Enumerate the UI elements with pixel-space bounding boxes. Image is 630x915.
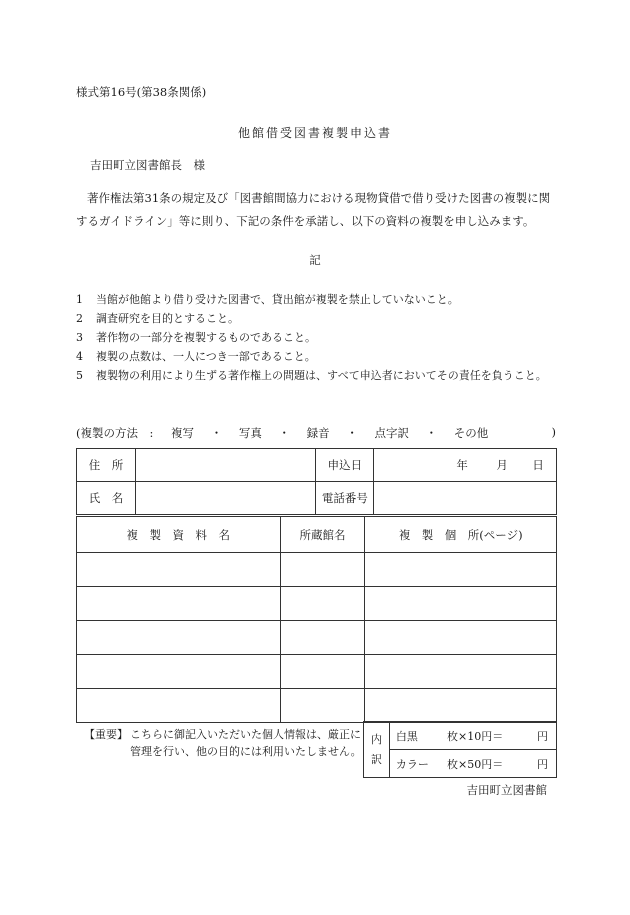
holding-library-cell[interactable] (280, 621, 365, 655)
copy-pages-cell[interactable] (365, 689, 557, 723)
date-label: 申込日 (316, 449, 374, 482)
notice-text: こちらに御記入いただいた個人情報は、厳正に管理を行い、他の目的には利用いたしません。 (130, 728, 362, 758)
condition-item (76, 290, 558, 309)
day-unit: 日 (532, 458, 544, 472)
notice-label: 【重要】 (84, 728, 128, 741)
date-field[interactable] (374, 449, 557, 482)
method-separator: ・ (346, 426, 358, 440)
name-label: 氏 名 (77, 482, 136, 515)
condition-number: 3 (76, 331, 83, 344)
method-option-photocopy[interactable]: 複写 (171, 426, 195, 440)
method-close: ) (551, 425, 556, 439)
copy-method-line (76, 425, 556, 441)
breakdown-label (364, 722, 390, 778)
materials-table (76, 516, 557, 723)
copy-pages-cell[interactable] (365, 587, 557, 621)
table-row (77, 655, 557, 689)
copy-pages-cell[interactable] (365, 553, 557, 587)
condition-number: 4 (76, 350, 83, 363)
form-number: 様式第16号(第38条関係) (76, 85, 207, 99)
material-name-cell[interactable] (77, 655, 281, 689)
name-field[interactable] (135, 482, 316, 515)
holding-library-cell[interactable] (280, 689, 365, 723)
monochrome-fee-field[interactable] (447, 722, 556, 750)
footer-library-name: 吉田町立図書館 (466, 783, 547, 797)
color-unit: 円 (537, 757, 548, 771)
document-title: 他館借受図書複製申込書 (237, 126, 392, 140)
condition-number: 2 (76, 312, 83, 325)
header-holding-library: 所蔵館名 (280, 517, 365, 553)
method-open: (複製の方法 : (76, 426, 154, 440)
monochrome-label: 白黒 (389, 722, 447, 750)
conditions-list (76, 290, 558, 385)
material-name-cell[interactable] (77, 587, 281, 621)
monochrome-unit: 円 (537, 729, 548, 743)
material-name-cell[interactable] (77, 689, 281, 723)
condition-number: 5 (76, 369, 83, 382)
breakdown-label-bottom: 訳 (370, 752, 382, 766)
method-option-other[interactable]: その他 (453, 426, 489, 440)
method-separator: ・ (425, 426, 438, 440)
privacy-notice (84, 726, 362, 760)
addressee: 吉田町立図書館長 様 (90, 158, 205, 172)
method-option-recording[interactable]: 録音 (306, 426, 330, 440)
color-label: カラー (389, 750, 447, 778)
month-unit: 月 (496, 458, 508, 472)
condition-text: 著作物の一部分を複製するものであること。 (96, 331, 316, 344)
breakdown-label-top: 内 (370, 732, 382, 746)
monochrome-rate: 枚×10円＝ (447, 729, 504, 743)
applicant-info-table (76, 448, 557, 515)
method-option-photo[interactable]: 写真 (238, 426, 262, 440)
materials-header-row (77, 517, 557, 553)
condition-item (76, 309, 558, 328)
name-row (77, 482, 557, 515)
copy-pages-cell[interactable] (365, 621, 557, 655)
address-field[interactable] (135, 449, 316, 482)
header-copy-pages: 複 製 個 所(ページ) (365, 517, 557, 553)
material-name-cell[interactable] (77, 553, 281, 587)
method-separator: ・ (278, 426, 290, 440)
holding-library-cell[interactable] (280, 553, 365, 587)
condition-text: 複製物の利用により生ずる著作権上の問題は、すべて申込者においてその責任を負うこと。 (96, 369, 547, 382)
method-separator: ・ (210, 426, 223, 440)
condition-item (76, 347, 558, 366)
condition-number: 1 (76, 293, 83, 306)
address-label: 住 所 (77, 449, 136, 482)
condition-item (76, 366, 558, 385)
copy-pages-cell[interactable] (365, 655, 557, 689)
phone-label: 電話番号 (316, 482, 374, 515)
table-row (77, 689, 557, 723)
method-option-braille[interactable]: 点字訳 (374, 426, 409, 440)
holding-library-cell[interactable] (280, 655, 365, 689)
header-material-name: 複 製 資 料 名 (77, 517, 281, 553)
condition-item (76, 328, 558, 347)
holding-library-cell[interactable] (280, 587, 365, 621)
fee-breakdown-table (363, 721, 557, 778)
table-row (77, 621, 557, 655)
condition-text: 当館が他館より借り受けた図書で、貸出館が複製を禁止していないこと。 (96, 293, 459, 306)
color-fee-field[interactable] (447, 750, 556, 778)
material-name-cell[interactable] (77, 621, 281, 655)
color-rate: 枚×50円＝ (447, 757, 504, 771)
breakdown-row-color (364, 750, 557, 778)
table-row (77, 587, 557, 621)
phone-field[interactable] (374, 482, 557, 515)
year-unit: 年 (456, 458, 468, 472)
table-row (77, 553, 557, 587)
condition-text: 複製の点数は、一人につき一部であること。 (96, 350, 316, 363)
breakdown-row-monochrome (364, 722, 557, 750)
address-row (77, 449, 557, 482)
intro-paragraph: 著作権法第31条の規定及び「図書館間協力における現物貸借で借り受けた図書の複製に関するガイドライン」等に則り、下記の条件を承諾し、以下の資料の複製を申し込みます。 (76, 191, 551, 228)
ki-heading: 記 (309, 253, 321, 267)
condition-text: 調査研究を目的とすること。 (96, 312, 239, 325)
